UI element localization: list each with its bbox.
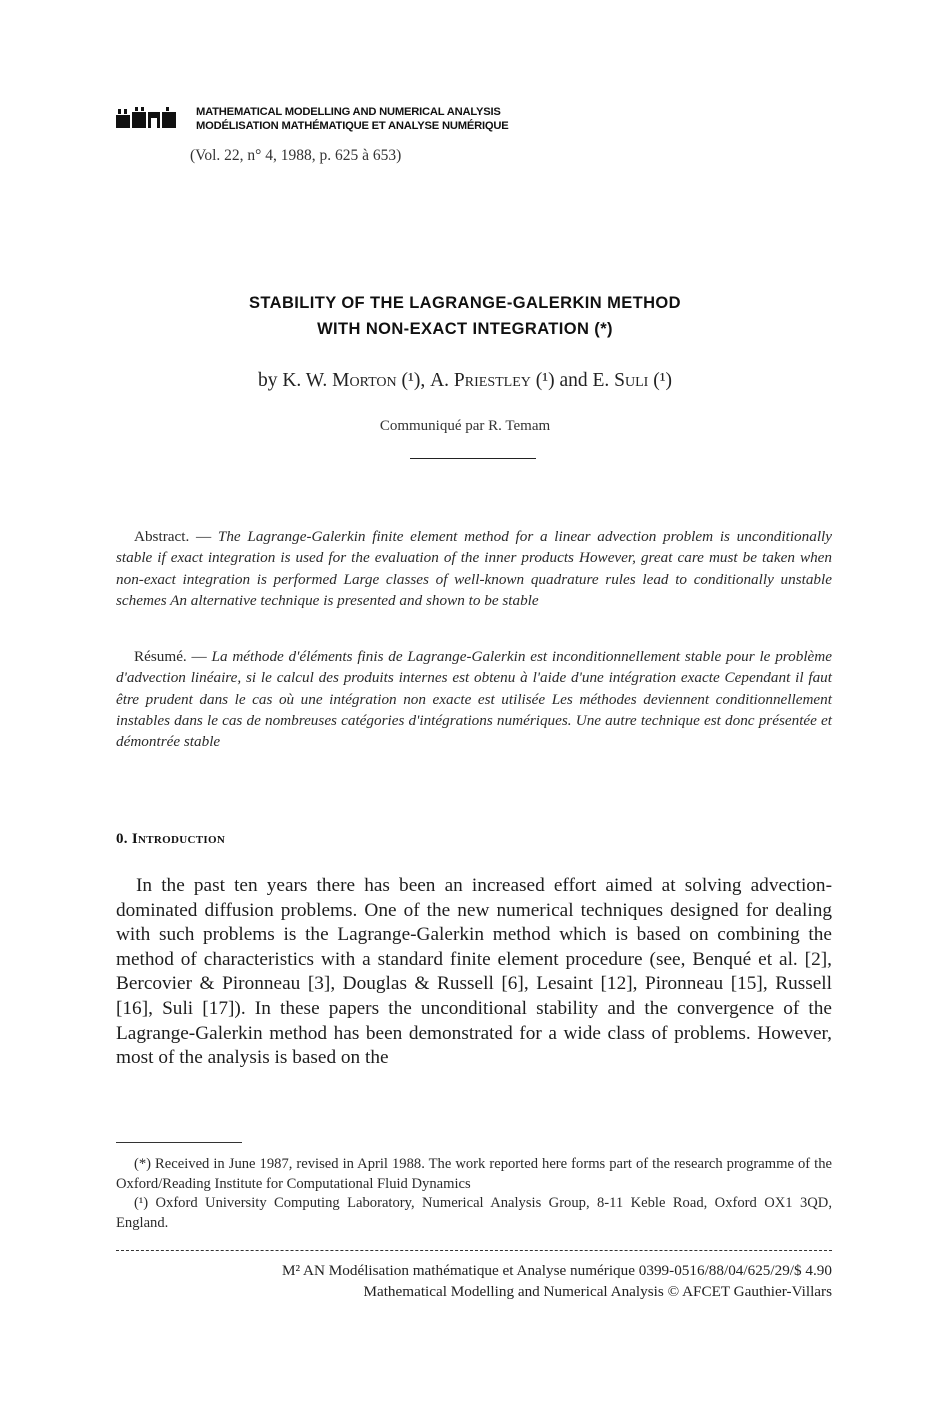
author-line	[0, 370, 930, 392]
journal-name-fr: MODÉLISATION MATHÉMATIQUE ET ANALYSE NUMÉRIQUE	[196, 120, 509, 132]
author-morton: K. W. Morton	[282, 370, 397, 391]
resume	[116, 646, 832, 752]
communicated-by: Communiqué par R. Temam	[379, 418, 551, 434]
author-suli: E. Suli	[592, 370, 649, 391]
footnote-divider	[116, 1142, 242, 1143]
author-mark-1: (¹)	[401, 370, 421, 391]
title-divider	[410, 458, 536, 459]
author-sep-1: ,	[420, 370, 426, 391]
abstract	[116, 526, 832, 611]
journal-logo-icon	[116, 106, 178, 130]
volume-info: (Vol. 22, n° 4, 1988, p. 625 à 653)	[190, 147, 402, 164]
publisher-divider	[116, 1250, 832, 1251]
author-mark-3: (¹)	[653, 370, 673, 391]
author-priestley: A. Priestley	[430, 370, 531, 391]
abstract-label: Abstract. —	[134, 528, 212, 545]
paper-title-line-2: WITH NON-EXACT INTEGRATION (*)	[317, 320, 613, 338]
footnotes	[116, 1155, 832, 1233]
paper-title-line-1: STABILITY OF THE LAGRANGE-GALERKIN METHOD	[249, 294, 681, 312]
author-by: by	[257, 370, 278, 391]
author-mark-2: (¹)	[535, 370, 555, 391]
intro-paragraph: In the past ten years there has been an increased effort aimed at solving advection-dominated diffusion problems. One of the new numerical techniques designed for dealing with such problems is the Lagrange-Galerkin method which is based on combining the method of characteristics with a standard finite element procedure (see, Benqué et al. [2], Bercovier & Pironneau [3], Douglas & Russell [6], Lesaint [12], Pironneau [15], Russell [16], Suli [17]). In these papers the unconditional stability and the convergence of the Lagrange-Galerkin method has been demonstrated for a wide class of problems. However, most of the analysis is based on the	[116, 875, 832, 1069]
publisher-line-1: M² AN Modélisation mathématique et Analyse numérique 0399-0516/88/04/625/29/$ 4.90	[282, 1262, 832, 1279]
author-and: and	[559, 370, 588, 391]
footnote-affiliation: (¹) Oxford University Computing Laboratory, Numerical Analysis Group, 8-11 Keble Road, Oxford OX1 3QD, England.	[116, 1195, 832, 1231]
resume-text: La méthode d'éléments finis de Lagrange-Galerkin est inconditionnellement stable pour le problème d'advection linéaire, si le calcul des produits internes est obtenu à l'aide d'une intégration exacte Cependant il faut être prudent dans le cas où une intégration non exacte est utilisée Les méthodes deviennent conditionnellement instables dans le cas de nombreuses catégories d'intégrations numériques. Une autre technique est donc présentée et démontrée stable	[116, 648, 832, 751]
abstract-text: The Lagrange-Galerkin finite element method for a linear advection problem is unconditionally stable if exact integration is used for the evaluation of the inner products However, great care must be taken when non-exact integration is performed Large classes of well-known quadrature rules lead to conditionally unstable schemes An alternative technique is presented and shown to be stable	[116, 528, 833, 609]
resume-label: Résumé. —	[134, 648, 207, 665]
footnote-received: (*) Received in June 1987, revised in April 1988. The work reported here forms part of the research programme of the Oxford/Reading Institute for Computational Fluid Dynamics	[116, 1156, 832, 1192]
publisher-line-2: Mathematical Modelling and Numerical Analysis © AFCET Gauthier-Villars	[363, 1283, 832, 1300]
section-heading: 0. Introduction	[116, 831, 226, 847]
journal-name-en: MATHEMATICAL MODELLING AND NUMERICAL ANALYSIS	[196, 106, 501, 118]
